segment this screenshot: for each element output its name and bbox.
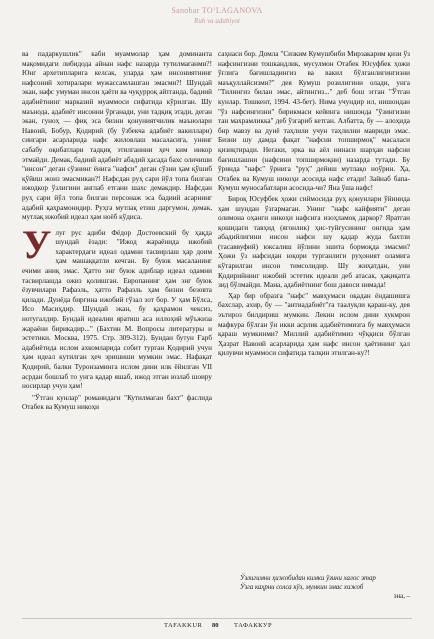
left-column	[22, 50, 212, 414]
page-header	[0, 0, 434, 46]
footer-right-title: ТАФАККУР	[234, 622, 273, 629]
right-paragraph-1: саҳнаси бор. Домла "Сизким Кумушбиби Мирзакарим қизи ўз нафсингизни тошкандлик, мусулмон Отабек Юсуфбек ҳожи ўғлига бағишладингиз ва вакил бўлганлигингизни маъқуллайсизми?" дея Кумуш розилигини олади, унга "Тилингиз билан эмас, айтингиз..." деб бош эгган "Ўтган кунлар. Тошкент, 1994. 43-бет). Нима учундир ил, нишондан "ўз нафсингизни" бирикмаси кейинга нишонда "ўзингизни тан махрамликка" деб ўзгариб кетган. Албатта, бу — алоҳида бир мавзу ва дунё таҳлили учун таҳлилни мавриди эмас. Бизни шу дамда фақат "нафсни топширмоқ" масаласи қизиқтиради. Негаки, эрка ва аёл нинаси шарҳаи нафсни бағишлашни (нафсини топширмоқни) назарда тутади. Бу ўринда "нафс" ўрнига "руҳ" дейиш мутлақо ноўрин. Ҳа, Отабек ва Кумуш никоҳи асосида нафс етади! Зайнаб бапа- Кумуш муносабатлари асосида-чи? Яна ўша нафс!	[218, 50, 410, 193]
page-number: 80	[212, 622, 219, 629]
page-footer	[0, 622, 434, 634]
footer-divider	[22, 618, 412, 619]
author-name: Sanobar TO‘LAGANOVA	[171, 6, 263, 15]
right-paragraph-3: Ҳар бир образга "нафс" мавҳумаси оқадан ёндашишга бахслар, ахир, бу — "антиадабиёт"га таалуқли қараш-ку, дея эътироз билдириш мумкин. Лекин ислом дини хукмрон мафкура бўлган ўн икки асрлик адабиётимизга бу мавҳумаси қараш мумкинми? Миллий адабиётимиз чўққиси бўлган Ҳазрат Навоий асарларида ҳам нафс инсон ҳаётининг ҳал қилувчи муаммоси сифатида талқин этилган-ку?!	[218, 291, 410, 358]
epigraph-line-2: Ўзга каҳрни солса кўз, мумкин эмас хижоб	[240, 584, 364, 591]
right-column	[218, 50, 410, 360]
right-paragraph-2: Бироқ Юсуфбек ҳожи сиймосида руҳ қонунлари ўйинида ҳам шундан ўзгармаган. Унинг "нафс кайфияти" деган олимона оҳанги никоҳи нафсига изоҳламоқ даркор? Яратган қошидаги тавҳид (ягонлик) ҳис-туйғусининг онгида ҳам абадийлигини инсон нафси шу қадар жуда бахтли (тасаввуфий) юксалиш йўлини эшита бормоқда эмасми? Ҳожи ўз нафсидан юқори турганлиги руҳоният оламига кўтарилган инсон тимсолидир. Шу жиҳатдан, уни Қодирийнинг ижобий эстетик идеали деб атасак, ҳақиқатга зид бўлмайди. Мана, адабиётнинг бош давоси нимада!	[218, 194, 410, 290]
dropcap-paragraph	[22, 221, 212, 392]
epigraph-line-1: Ўзлигимни ҳижобидан кимки ўзини халос этар	[240, 575, 376, 582]
left-closing-paragraph: "Ўтган кунлар" романидаги "Кутилмаган бахт" фаслида Отабек ва Кумуш никоҳи	[22, 393, 212, 412]
rubric-title: Ruh va adabiyot	[194, 17, 240, 25]
epigraph-signature: эна, –	[393, 593, 410, 600]
dropcap-text: луғ рус адиби Фёдор Достоевский бу ҳақда шундай ёзади: "Ижод жараёнида ижобий характердаги идеал одамни тасвирлаш ҳар доим ҳам машаққатли кечган. Бу буюк масаланинг ечими аниқ эмас. Ҳатто энг буюк адиблар идеал одамни тасвирлашда ожиз қолишган. Европанинг ҳам энг буюк ёзувчилари Рафаэль, ҳатто Рафаэль ҳам бизни безовта қилади. Дунёда биргина ижобий гўзал зот бор. У ҳам Бўлса, Исо Масиҳдир. Шундай экан, бу қаҳрамон чексиз, нотугалдир. Бундай идеални яратиш аса иллоҳий мўъжиза жараёни бирикадир..." (Бахтин М. Вопросы литературы и эстетики. Москва, 1975. Стр. 309-312). Бундан бутун Ғарб адабиётида ислом ахкомларида собит турган Қодирий учун ҳам идеал кутилган ҳеч эришиши мумкин эмас. Нафақат Қодирий, балки Туронзаминга ислом дини илк ёйилган VII асрдан бошлаб то унга қадар яшаб, ижод этган юзлаб шоиру носирлар учун ҳам!	[22, 228, 212, 391]
dropcap-letter: У	[22, 221, 52, 267]
epigraph	[240, 574, 410, 601]
footer-left-title: TAFAKKUR	[164, 622, 203, 629]
left-paragraph-1: ва падаркушлик" каби муаммолар ҳам доминанта мақомидаги либидода айнан нафс назарда тутилмаганми?! Юнг архетипларига келсак, уларда ҳам инсониятнинг нафсоний хотиралари мужассамлашган эмасми?! Шундай экан, нафс умуман инсон ҳаёти ва чуқурроқ айтганда, бадиий адабиётнинг марказий муаммоси сифатида кўрилган. Шу маънода, адабиёт инсонни ўрганади, уни тадқиқ этади, деган экан, гуноҳ — фиқ эса бизни қонуниятчилик маънолари Навоий, Бобур, Қодирий (бу ўзбекча адабиёт вакиллари) сингари асарларида нафс жиловлаш масаласига, унинг сабабу оқибатлари тадқиқ этилганини ҳеч ким инкор этмайди. Демак, бадиий адабиёт абадий ҳасада бахс оличиши "инсон" деган сўзнинг ёнига "нафси" деган сўзни ҳам қўшиб қўйиш жоиз эмасмикан?! Нафсдан руҳ сари йўл топа билган ижодкор ўзлигини англаб етгани шахс демакдир. Нафсдан руҳ сари йўл топа билган персонаж эса бадиий асарнинг адабий қаҳрамонидир. Руҳга мутлақ етиш даргумон, демак, мутлақ ижобий идеал ҳам ноёб кўдиса.	[22, 50, 212, 222]
